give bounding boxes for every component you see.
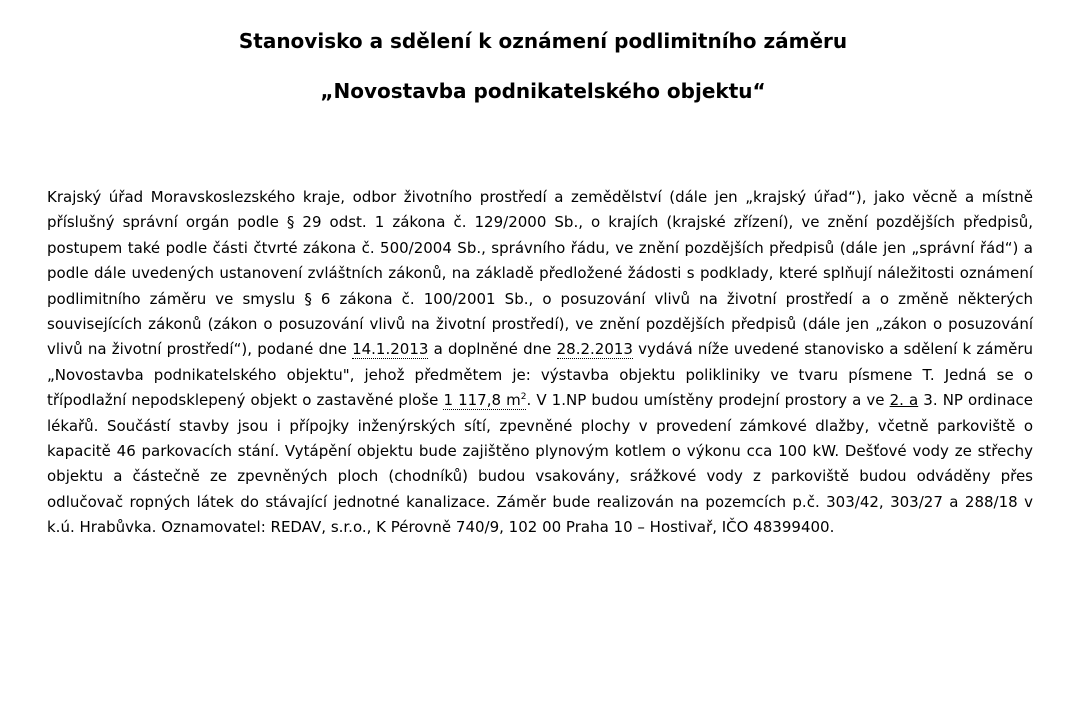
built-area-number: 1 117,8 m (443, 391, 521, 410)
built-area-superscript: 2 (520, 392, 527, 403)
body-paragraph (47, 185, 1033, 541)
built-area-value (443, 391, 526, 410)
body-text-part-5: 3. NP ordinace lékařů. Součástí stavby jsou i přípojky inženýrských sítí, zpevněné plochy v provedení zámkové dlažby, včetně parkoviště o kapacitě 46 parkovacích stání. Vytápění objektu bude zajištěno plynovým kotlem o výkonu cca 100 kW. Dešťové vody ze střechy objektu a částečně ze zpevněných ploch (chodníků) budou vsakovány, srážkové vody z parkoviště budou odváděny přes odlučovač ropných látek do stávající jednotné kanalizace. Záměr bude realizován na pozemcích p.č. 303/42, 303/27 a 288/18 v k.ú. Hrabůvka. Oznamovatel: REDAV, s.r.o., K Pérovně 740/9, 102 00 Praha 10 – Hostivař, IČO 48399400. (47, 391, 1033, 537)
body-text-part-1: Krajský úřad Moravskoslezského kraje, odbor životního prostředí a zemědělství (dále jen „krajský úřad“), jako věcně a místně příslušný správní orgán podle § 29 odst. 1 zákona č. 129/2000 Sb., o krajích (krajské zřízení), ve znění pozdějších předpisů, postupem také podle části čtvrté zákona č. 500/2004 Sb., správního řádu, ve znění pozdějších předpisů (dále jen „správní řád“) a podle dále uvedených ustanovení zvláštních zákonů, na základě předložené žádosti s podklady, které splňují náležitosti oznámení podlimitního záměru ve smyslu § 6 zákona č. 100/2001 Sb., o posuzování vlivů na životní prostředí a o změně některých souvisejících zákonů (zákon o posuzování vlivů na životní prostředí), ve znění pozdějších předpisů (dále jen „zákon o posuzování vlivů na životní prostředí“), podané dne (47, 188, 1033, 359)
date-submitted: 14.1.2013 (352, 340, 429, 359)
date-supplemented: 28.2.2013 (556, 340, 633, 359)
body-text-part-3: vydává níže uvedené stanovisko a sdělení k záměru „Novostavba podnikatelského objektu", jehož předmětem je: výstavba objektu polikliniky ve tvaru písmene T. Jedná se o třípodlažní nepodsklepený objekt o zastavěné ploše (47, 340, 1033, 410)
body-text-part-4: . V 1.NP budou umístěny prodejní prostory a ve (526, 391, 890, 410)
document-subtitle: „Novostavba podnikatelského objektu“ (320, 79, 766, 103)
body-text-part-2: a doplněné dne (428, 340, 557, 359)
floor-reference: 2. a (889, 391, 919, 410)
document-title: Stanovisko a sdělení k oznámení podlimitního záměru (238, 29, 848, 53)
